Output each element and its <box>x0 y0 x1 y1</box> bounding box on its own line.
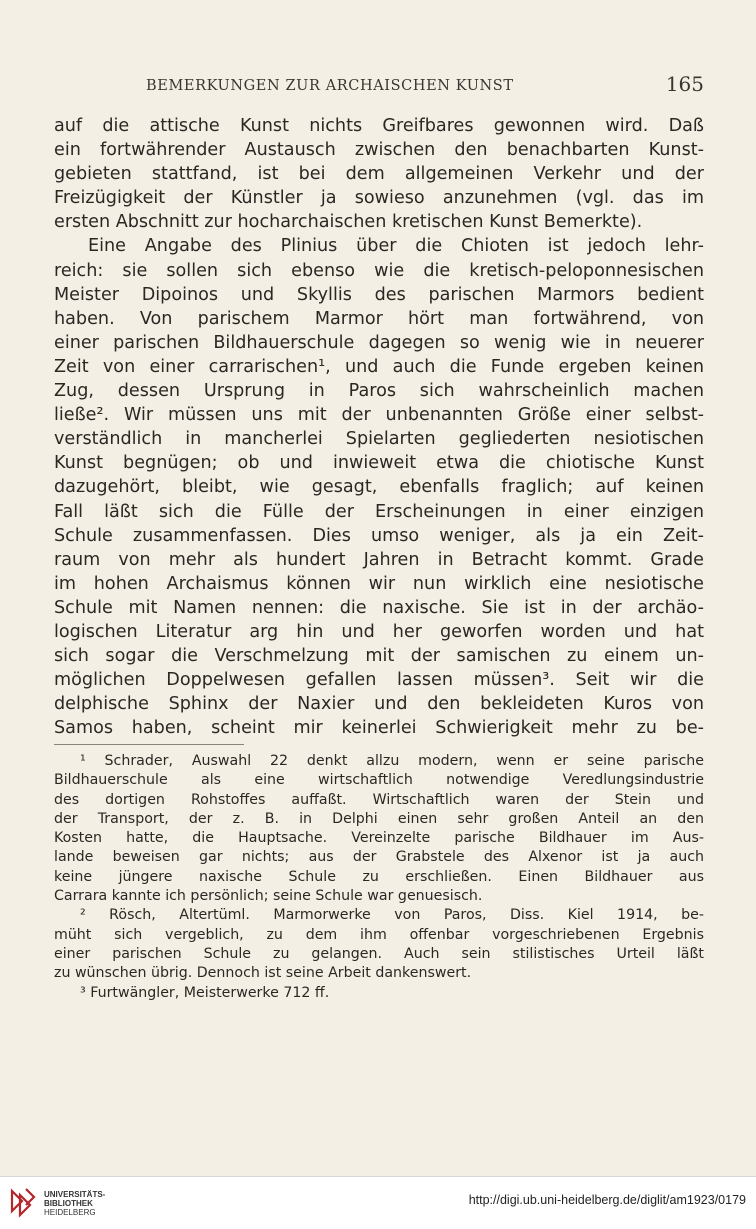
footnote-line: Carrara kannte ich persönlich; seine Schule war genuesisch. <box>54 888 483 905</box>
body-line: Schule mit Namen nennen: die naxische. Sie ist in der archäo- <box>54 597 704 618</box>
footnote-line: müht sich vergeblich, zu dem ihm offenbar vorgeschriebenen Ergebnis <box>54 926 704 943</box>
body-line: dazugehört, bleibt, wie gesagt, ebenfalls fraglich; auf keinen <box>54 477 704 498</box>
body-line: Fall läßt sich die Fülle der Erscheinungen in einer einzigen <box>54 501 704 522</box>
logo-line: UNIVERSITÄTS- <box>44 1190 106 1199</box>
body-line: ersten Abschnitt zur hocharchaischen kretischen Kunst Bemerkte). <box>54 212 643 233</box>
body-line: ein fortwährender Austausch zwischen den benachbarten Kunst- <box>54 140 704 161</box>
footnote-line: einer parischen Schule zu gelangen. Auch sein stilistisches Urteil läßt <box>54 945 704 962</box>
library-logo[interactable] <box>8 1183 128 1223</box>
body-line: logischen Literatur arg hin und her geworfen worden und hat <box>54 621 704 642</box>
logo-line: HEIDELBERG <box>44 1208 96 1217</box>
body-line: Meister Dipoinos und Skyllis des parischen Marmors bedient <box>54 284 704 305</box>
source-url-link[interactable]: http://digi.ub.uni-heidelberg.de/diglit/am1923/0179 <box>468 1193 746 1207</box>
footnote-line: ² Rösch, Altertüml. Marmorwerke von Paros, Diss. Kiel 1914, be- <box>80 907 704 924</box>
body-line: raum von mehr als hundert Jahren in Betracht kommt. Grade <box>54 549 704 570</box>
footnote-line: lande beweisen gar nichts; aus der Grabstele des Alxenor ist ja auch <box>54 849 704 866</box>
body-line: im hohen Archaismus können wir nun wirklich eine nesiotische <box>54 573 704 594</box>
footnote-line: Kosten hatte, die Hauptsache. Vereinzelte parische Bildhauer im Aus- <box>54 830 704 847</box>
logo-line: BIBLIOTHEK <box>44 1199 93 1208</box>
body-line: verständlich in mancherlei Spielarten gegliederten nesiotischen <box>54 429 704 450</box>
footnote-line: ¹ Schrader, Auswahl 22 denkt allzu modern, wenn er seine parische <box>80 753 704 769</box>
page-number: 165 <box>665 72 704 96</box>
body-line: ließe². Wir müssen uns mit der unbenannten Größe einer selbst- <box>54 405 704 426</box>
footnote-line: ³ Furtwängler, Meisterwerke 712 ff. <box>80 984 330 1001</box>
body-line: haben. Von parischem Marmor hört man fortwährend, von <box>54 308 704 329</box>
body-line: Schule zusammenfassen. Dies umso weniger, als ja ein Zeit- <box>54 525 704 546</box>
body-line: Freizügigkeit der Künstler ja sowieso anzunehmen (vgl. das im <box>54 188 704 209</box>
body-line: delphische Sphinx der Naxier und den bekleideten Kuros von <box>54 694 704 715</box>
body-line: Eine Angabe des Plinius über die Chioten ist jedoch lehr- <box>88 236 704 257</box>
body-line: Samos haben, scheint mir keinerlei Schwierigkeit mehr zu be- <box>54 718 704 739</box>
body-line: auf die attische Kunst nichts Greifbares gewonnen wird. Daß <box>54 116 704 136</box>
running-head <box>54 74 704 98</box>
footnote-line: keine jüngere naxische Schule zu erschließen. Einen Bildhauer aus <box>54 868 704 885</box>
body-line: Zeit von einer carrarischen¹, und auch die Funde ergeben keinen <box>54 356 704 377</box>
body-line: sich sogar die Verschmelzung mit der samischen zu einem un- <box>54 646 704 667</box>
body-line: reich: sie sollen sich ebenso wie die kretisch-peloponnesischen <box>54 260 704 281</box>
footnote-divider <box>54 744 244 745</box>
footnote-line: Bildhauerschule als eine wirtschaftlich notwendige Veredlungsindustrie <box>54 772 704 789</box>
body-text <box>54 114 704 740</box>
footnotes <box>54 752 704 1003</box>
body-line: gebieten stattfand, ist bei dem allgemeinen Verkehr und der <box>54 164 704 185</box>
running-title: BEMERKUNGEN ZUR ARCHAISCHEN KUNST <box>146 78 514 94</box>
footnote-line: des dortigen Rohstoffes auffaßt. Wirtschaftlich waren der Stein und <box>54 791 704 808</box>
library-logo-icon <box>8 1185 38 1221</box>
body-line: möglichen Doppelwesen gefallen lassen müssen³. Seit wir die <box>54 670 704 691</box>
library-logo-text <box>44 1190 105 1217</box>
body-line: einer parischen Bildhauerschule dagegen so wenig wie in neuerer <box>54 332 704 353</box>
footnote-line: zu wünschen übrig. Dennoch ist seine Arbeit dankenswert. <box>54 965 472 982</box>
footnote-line: der Transport, der z. B. in Delphi einen sehr großen Anteil an den <box>54 810 704 827</box>
body-line: Kunst begnügen; ob und inwieweit etwa die chiotische Kunst <box>54 453 704 474</box>
viewer-footer <box>0 1176 756 1229</box>
body-line: Zug, dessen Ursprung in Paros sich wahrscheinlich machen <box>54 381 704 402</box>
